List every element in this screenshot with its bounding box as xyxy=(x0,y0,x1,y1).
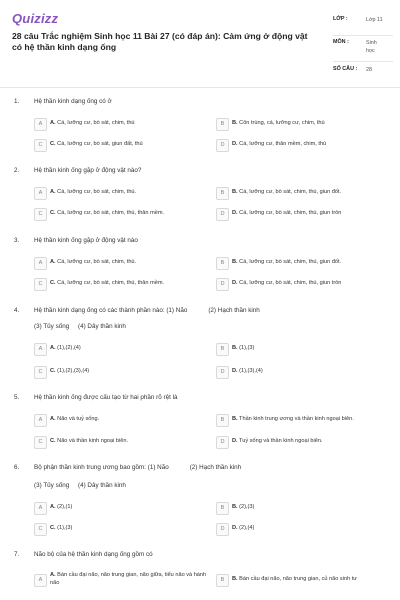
option-a[interactable] xyxy=(34,116,206,132)
option-text: B. Thần kinh trung ương và thần kinh ngoại biên. xyxy=(232,416,354,422)
option-b[interactable] xyxy=(216,185,396,201)
question-text: Hệ thần kinh dạng ống có các thành phần nào: (1) Não (2) Hạch thần kinh xyxy=(34,307,260,314)
option-text: D. Cá, lưỡng cư, bò sát, chim, thú, giun tròn xyxy=(232,210,342,216)
option-c[interactable] xyxy=(34,276,206,292)
option-d[interactable] xyxy=(216,276,396,292)
option-text: A. Não và tuỷ sống. xyxy=(50,416,100,422)
option-text: B. Cá, lưỡng cư, bò sát, chim, thú, giun đốt. xyxy=(232,189,342,195)
option-text: C. (1),(2),(3),(4) xyxy=(50,368,90,374)
option-d[interactable] xyxy=(216,521,396,537)
meta-value: Sinh học xyxy=(366,40,377,54)
option-a[interactable] xyxy=(34,500,206,516)
question-text: Hệ thần kinh ống gặp ở động vật nào? xyxy=(34,167,142,174)
option-b[interactable] xyxy=(216,500,396,516)
option-letter-box: D xyxy=(216,208,229,221)
option-c[interactable] xyxy=(34,137,206,153)
option-d[interactable] xyxy=(216,206,396,222)
option-letter-box: D xyxy=(216,436,229,449)
option-letter-box: A xyxy=(34,502,47,515)
question-number: 5. xyxy=(14,394,20,401)
option-text: D. Cá, lưỡng cư, thân mềm, chim, thú xyxy=(232,141,327,147)
question-text: Não bộ của hệ thần kinh dạng ống gồm có xyxy=(34,551,153,558)
option-b[interactable] xyxy=(216,341,396,357)
option-a[interactable] xyxy=(34,341,206,357)
option-c[interactable] xyxy=(34,521,206,537)
option-text: A. Cá, lưỡng cư, bò sát, chim, thú. xyxy=(50,189,137,195)
option-letter-box: B xyxy=(216,118,229,131)
option-text: C. (1),(3) xyxy=(50,525,73,531)
option-letter-box: C xyxy=(34,523,47,536)
option-text: B. Bán cầu đại não, não trung gian, củ não sinh tư xyxy=(232,576,358,582)
question-number: 3. xyxy=(14,237,20,244)
option-letter-box: D xyxy=(216,366,229,379)
option-b[interactable] xyxy=(216,116,396,132)
meta-value: 28 xyxy=(366,67,372,73)
question-subtext: (3) Tủy sống (4) Dây thần kinh xyxy=(34,482,126,489)
meta-key: SỐ CÂU : xyxy=(333,66,358,72)
question-subtext: (3) Tủy sống (4) Dây thần kinh xyxy=(34,323,126,330)
option-text: A. Cá, lưỡng cư, bò sát, chim, thú xyxy=(50,120,135,126)
option-d[interactable] xyxy=(216,364,396,380)
option-b[interactable] xyxy=(216,572,396,588)
option-text: D. Cá, lưỡng cư, bò sát, chim, thú, giun tròn xyxy=(232,280,342,286)
option-letter-box: A xyxy=(34,343,47,356)
option-letter-box: B xyxy=(216,257,229,270)
question-number: 7. xyxy=(14,551,20,558)
option-c[interactable] xyxy=(34,434,206,450)
option-letter-box: C xyxy=(34,436,47,449)
option-b[interactable] xyxy=(216,255,396,271)
option-text: D. (2),(4) xyxy=(232,525,255,531)
option-b[interactable] xyxy=(216,412,396,428)
option-a[interactable] xyxy=(34,255,206,271)
option-letter-box: C xyxy=(34,278,47,291)
option-text: D. (1),(3),(4) xyxy=(232,368,263,374)
option-a[interactable] xyxy=(34,185,206,201)
question-number: 1. xyxy=(14,98,20,105)
question-text: Hệ thần kinh ống được cấu tạo từ hai phần rõ rệt là xyxy=(34,394,178,401)
quizizz-logo[interactable]: Quizizz xyxy=(12,11,59,26)
meta-key: LỚP : xyxy=(333,16,348,22)
option-letter-box: A xyxy=(34,414,47,427)
option-text: C. Cá, lưỡng cư, bò sát, chim, thú, thân mềm. xyxy=(50,280,165,286)
meta-value: Lớp 11 xyxy=(366,17,383,23)
question-number: 4. xyxy=(14,307,20,314)
option-letter-box: B xyxy=(216,414,229,427)
question-text: Hệ thần kinh ống gặp ở động vật nào xyxy=(34,237,138,244)
option-d[interactable] xyxy=(216,137,396,153)
option-text: A. Bán cầu đại não, não trung gian, não giữa, tiểu não và hành não xyxy=(50,572,207,586)
option-letter-box: A xyxy=(34,257,47,270)
option-letter-box: C xyxy=(34,139,47,152)
option-text: A. (1),(2),(4) xyxy=(50,345,81,351)
meta-key: MÔN : xyxy=(333,39,349,45)
option-letter-box: A xyxy=(34,574,47,587)
option-a[interactable] xyxy=(34,572,206,588)
option-d[interactable] xyxy=(216,434,396,450)
worksheet-title: 28 câu Trắc nghiệm Sinh học 11 Bài 27 (có đáp án): Cảm ứng ở động vật có hệ thần kinh dạng ống xyxy=(12,31,308,52)
option-letter-box: D xyxy=(216,278,229,291)
option-letter-box: D xyxy=(216,523,229,536)
option-text: C. Cá, lưỡng cư, bò sát, giun đất, thú xyxy=(50,141,143,147)
option-a[interactable] xyxy=(34,412,206,428)
option-letter-box: B xyxy=(216,574,229,587)
option-text: B. Côn trùng, cá, lưỡng cư, chim, thú xyxy=(232,120,325,126)
option-text: B. (2),(3) xyxy=(232,504,255,510)
question-number: 2. xyxy=(14,167,20,174)
option-letter-box: C xyxy=(34,366,47,379)
divider xyxy=(333,35,393,36)
question-number: 6. xyxy=(14,464,20,471)
option-letter-box: C xyxy=(34,208,47,221)
worksheet-header xyxy=(0,0,400,88)
option-text: A. (2),(1) xyxy=(50,504,73,510)
option-letter-box: A xyxy=(34,118,47,131)
option-text: B. Cá, lưỡng cư, bò sát, chim, thú, giun đốt. xyxy=(232,259,342,265)
divider xyxy=(333,61,393,62)
option-c[interactable] xyxy=(34,364,206,380)
option-text: B. (1),(3) xyxy=(232,345,255,351)
option-text: C. Não và thần kinh ngoại biên. xyxy=(50,438,129,444)
option-letter-box: B xyxy=(216,187,229,200)
option-text: C. Cá, lưỡng cư, bò sát, chim, thú, thân mềm. xyxy=(50,210,165,216)
question-text: Bộ phận thần kinh trung ương bao gồm: (1) Não (2) Hạch thần kinh xyxy=(34,464,242,471)
option-text: D. Tuỷ sống và thần kinh ngoại biên. xyxy=(232,438,323,444)
option-text: A. Cá, lưỡng cư, bò sát, chim, thú. xyxy=(50,259,137,265)
option-letter-box: D xyxy=(216,139,229,152)
question-text: Hệ thần kinh dạng ống có ở xyxy=(34,98,112,105)
option-letter-box: B xyxy=(216,502,229,515)
option-c[interactable] xyxy=(34,206,206,222)
option-letter-box: B xyxy=(216,343,229,356)
option-letter-box: A xyxy=(34,187,47,200)
